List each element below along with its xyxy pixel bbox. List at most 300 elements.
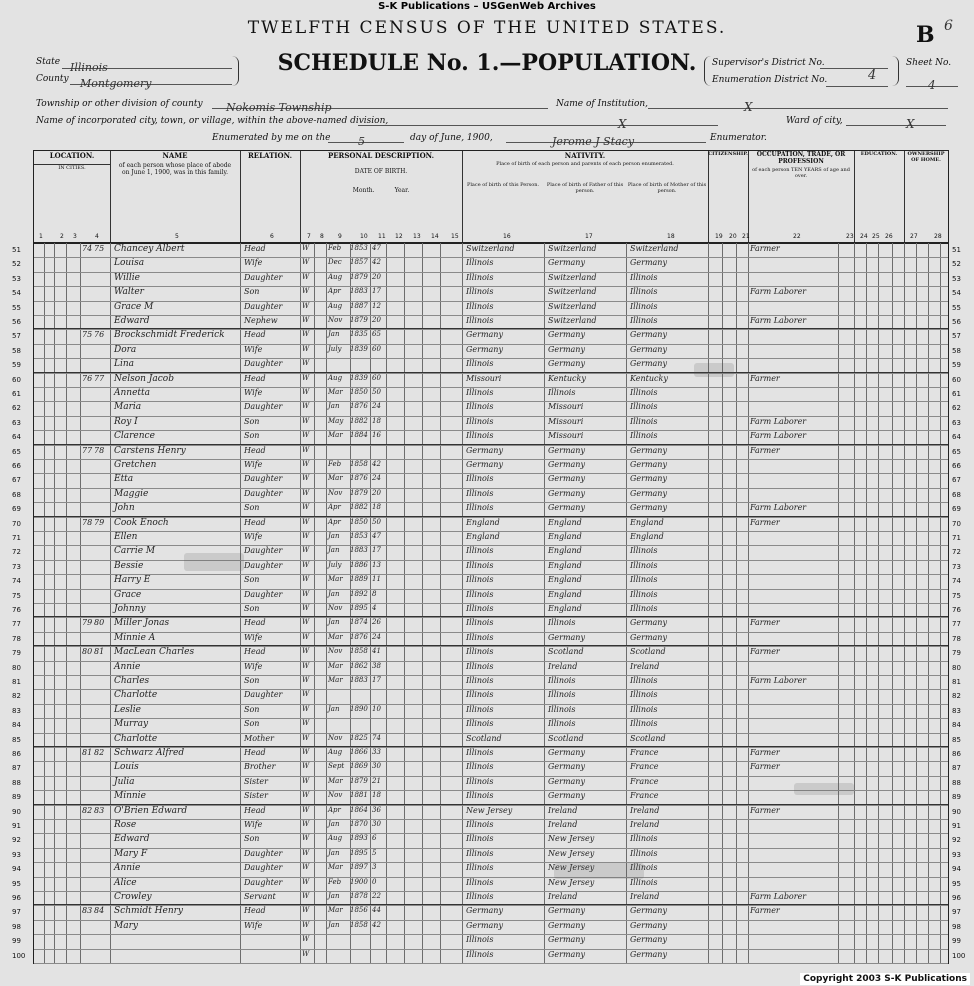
census-grid	[12, 233, 966, 964]
line-number-right: 65	[952, 447, 961, 456]
age-value: 18	[372, 416, 381, 425]
line-number-right: 81	[952, 678, 961, 686]
birth-month: Nov	[328, 316, 343, 324]
line-number-right: 64	[952, 433, 961, 442]
race-value: W	[302, 460, 310, 468]
person-name: Grace	[114, 589, 142, 600]
age-value: 20	[372, 272, 381, 281]
person-name: Carstens Henry	[114, 445, 186, 456]
family-separator	[34, 328, 948, 329]
race-value: W	[302, 503, 310, 512]
column-number: 22	[793, 233, 801, 240]
dwelling-number: 80	[82, 647, 93, 657]
mother-birthplace: Germany	[630, 344, 667, 354]
incorporated-line	[358, 113, 718, 131]
line-number-left: 69	[12, 505, 21, 514]
age-value: 24	[372, 632, 381, 641]
relation-value: Daughter	[244, 877, 283, 887]
age-value: 44	[372, 906, 381, 915]
age-value: 24	[372, 474, 381, 483]
age-value: 42	[372, 920, 381, 929]
column-number: 6	[270, 233, 274, 240]
father-birthplace: Missouri	[548, 402, 584, 412]
family-separator	[34, 904, 948, 905]
father-birthplace: Scotland	[548, 647, 584, 657]
birthplace: Illinois	[466, 834, 494, 844]
occupation-value: Farmer	[750, 647, 780, 657]
right-brace	[704, 56, 711, 86]
line-number-left: 75	[12, 591, 21, 600]
birth-month: Apr	[328, 805, 341, 814]
relation-value: Son	[244, 719, 260, 729]
birth-month: Aug	[328, 748, 343, 756]
column-number: 7	[307, 233, 311, 240]
county-value: Montgomery	[80, 77, 152, 90]
race-value: W	[302, 676, 310, 684]
birth-year: 1895	[350, 604, 368, 612]
occupation-value: Farm Laborer	[750, 503, 807, 513]
birthplace: Illinois	[466, 690, 494, 700]
mother-birthplace: Illinois	[630, 863, 658, 873]
line-number-left: 71	[12, 534, 21, 542]
relation-value: Wife	[244, 388, 263, 397]
line-number-right: 61	[952, 390, 961, 398]
table-row	[34, 819, 948, 834]
relation-value: Daughter	[244, 474, 283, 484]
state-value: Illinois	[70, 61, 108, 74]
line-number-left: 86	[12, 750, 21, 758]
occupation-value: Farm Laborer	[750, 676, 807, 685]
relation-value: Son	[244, 503, 260, 513]
birth-year: 1835	[350, 330, 368, 339]
place-person-label: Place of birth of this Person.	[466, 182, 540, 188]
relation-value: Son	[244, 676, 260, 685]
occupation-value: Farmer	[750, 748, 780, 757]
birthplace: Germany	[466, 920, 503, 930]
occupation-value: Farmer	[750, 373, 780, 383]
relation-value: Son	[244, 834, 260, 844]
relation-value: Wife	[244, 344, 263, 354]
line-number-left: 60	[12, 375, 21, 384]
race-value: W	[302, 431, 310, 440]
birth-year: 1883	[350, 287, 368, 296]
column-number: 20	[729, 233, 737, 240]
person-name: Minnie	[114, 791, 146, 802]
mother-birthplace: Germany	[630, 935, 667, 945]
mother-birthplace: Illinois	[630, 848, 658, 858]
birth-month: Sept	[328, 762, 345, 771]
father-birthplace: New Jersey	[548, 877, 595, 887]
person-name: Mary F	[114, 848, 148, 859]
person-name: Lina	[114, 359, 135, 370]
column-number: 1	[39, 233, 43, 240]
race-value: W	[302, 287, 310, 296]
relation-value: Daughter	[244, 690, 283, 700]
relation-value: Head	[244, 244, 266, 253]
township-line	[212, 96, 548, 114]
relation-value: Son	[244, 416, 260, 426]
scan-smudge	[184, 553, 244, 571]
enumerator-line	[506, 130, 706, 148]
line-number-left: 97	[12, 908, 21, 917]
father-birthplace: Germany	[548, 503, 585, 513]
person-name: Maria	[114, 402, 142, 413]
table-row	[34, 488, 948, 503]
line-number-left: 87	[12, 764, 21, 773]
relation-value: Daughter	[244, 272, 283, 282]
relation-value: Daughter	[244, 863, 283, 873]
race-value: W	[302, 892, 310, 900]
father-birthplace: Illinois	[548, 690, 576, 700]
person-name: Leslie	[114, 704, 142, 715]
line-number-left: 67	[12, 476, 21, 485]
birth-month: Mar	[328, 388, 343, 396]
mother-birthplace: Germany	[630, 445, 667, 455]
person-name: Alice	[114, 877, 137, 888]
line-number-right: 92	[952, 836, 961, 845]
relation-value: Head	[244, 748, 266, 757]
in-cities-label: IN CITIES.	[34, 164, 110, 171]
line-number-right: 96	[952, 894, 961, 902]
dwelling-number: 76	[82, 373, 93, 383]
birth-month: Nov	[328, 488, 343, 497]
father-birthplace: England	[548, 560, 582, 570]
family-separator	[34, 444, 948, 445]
family-number: 81	[94, 647, 105, 657]
father-birthplace: Missouri	[548, 431, 584, 441]
line-number-left: 72	[12, 548, 21, 557]
race-value: W	[302, 474, 310, 483]
line-number-right: 90	[952, 807, 961, 816]
line-number-left: 90	[12, 807, 21, 816]
birthplace: Illinois	[466, 791, 494, 801]
father-birthplace: Germany	[548, 949, 585, 959]
father-birthplace: England	[548, 604, 582, 613]
table-row	[34, 401, 948, 416]
line-number-right: 66	[952, 462, 961, 470]
age-value: 36	[372, 805, 381, 814]
race-value: W	[302, 848, 310, 857]
person-name: Charles	[114, 676, 150, 686]
birthplace: Illinois	[466, 748, 494, 757]
father-birthplace: Germany	[548, 344, 585, 354]
family-separator	[34, 804, 948, 805]
table-row	[34, 848, 948, 863]
birth-month: Jan	[328, 546, 340, 555]
race-value: W	[302, 359, 310, 368]
scan-smudge	[694, 363, 734, 377]
line-number-left: 52	[12, 260, 21, 269]
family-separator	[34, 372, 948, 373]
family-number: 79	[94, 517, 105, 527]
race-value: W	[302, 661, 310, 670]
line-number-right: 88	[952, 778, 961, 787]
mother-birthplace: France	[630, 748, 659, 757]
race-value: W	[302, 301, 310, 310]
birth-year: 1858	[350, 647, 368, 656]
person-name: Schmidt Henry	[114, 906, 184, 917]
father-birthplace: Switzerland	[548, 301, 597, 311]
relation-value: Sister	[244, 776, 268, 786]
birth-year: 1884	[350, 431, 368, 440]
race-value: W	[302, 820, 310, 828]
birth-month: Mar	[328, 661, 343, 670]
father-birthplace: Switzerland	[548, 244, 597, 253]
birthplace: Illinois	[466, 301, 494, 311]
birthplace: Illinois	[466, 676, 494, 685]
table-row	[34, 387, 948, 402]
age-value: 47	[372, 532, 381, 540]
person-name: Annie	[114, 661, 141, 672]
father-birthplace: Scotland	[548, 733, 584, 743]
birth-year: 1883	[350, 676, 368, 684]
birth-month: Mar	[328, 632, 343, 641]
copyright-footer: Copyright 2003 S-K Publications	[800, 973, 970, 985]
race-value: W	[302, 344, 310, 353]
line-number-left: 68	[12, 490, 21, 499]
birth-month: Mar	[328, 776, 343, 785]
father-birthplace: Germany	[548, 748, 585, 757]
line-number-left: 93	[12, 850, 21, 859]
relation-value: Daughter	[244, 301, 283, 311]
race-value: W	[302, 589, 310, 598]
mother-birthplace: Scotland	[630, 733, 666, 743]
table-row	[34, 805, 948, 820]
relation-value: Head	[244, 517, 266, 527]
race-value: W	[302, 373, 310, 382]
birthplace: England	[466, 517, 500, 527]
table-row	[34, 877, 948, 892]
person-name: Edward	[114, 316, 150, 326]
mother-birthplace: Illinois	[630, 402, 658, 412]
institution-value: X	[744, 100, 753, 114]
line-number-left: 89	[12, 793, 21, 802]
person-name: Annie	[114, 863, 141, 874]
line-number-left: 55	[12, 303, 21, 312]
relation-value: Head	[244, 647, 266, 657]
table-row	[34, 560, 948, 575]
race-value: W	[302, 632, 310, 641]
line-number-right: 99	[952, 937, 961, 946]
relation-value: Wife	[244, 920, 263, 930]
father-birthplace: Ireland	[548, 892, 578, 901]
age-value: 26	[372, 618, 381, 627]
birthplace: Illinois	[466, 877, 494, 887]
line-number-right: 53	[952, 274, 961, 283]
enumerated-label: Enumerated by me on the	[212, 133, 331, 143]
age-value: 22	[372, 892, 381, 900]
birthplace: Germany	[466, 445, 503, 455]
age-value: 60	[372, 344, 381, 353]
occupation-note: of each person TEN YEARS of age and over.	[752, 167, 850, 179]
occupation-value: Farmer	[750, 517, 780, 527]
mother-birthplace: Illinois	[630, 416, 658, 426]
birth-year: 1883	[350, 546, 368, 555]
birthplace: Illinois	[466, 316, 494, 325]
age-value: 50	[372, 517, 381, 526]
column-number: 9	[338, 233, 342, 240]
birth-year: 1870	[350, 820, 368, 828]
line-number-left: 59	[12, 361, 21, 370]
birthplace: Illinois	[466, 935, 494, 945]
race-value: W	[302, 877, 310, 886]
dwelling-number: 74	[82, 244, 93, 253]
table-row	[34, 833, 948, 848]
birthplace: England	[466, 532, 500, 541]
father-birthplace: Ireland	[548, 661, 578, 671]
race-value: W	[302, 618, 310, 627]
person-name: Roy I	[114, 416, 138, 427]
relation-value: Wife	[244, 460, 263, 469]
race-value: W	[302, 920, 310, 929]
person-name: Louisa	[114, 258, 145, 269]
table-row	[34, 661, 948, 676]
education-title: EDUCATION.	[860, 151, 898, 157]
mother-birthplace: England	[630, 517, 664, 527]
age-value: 8	[372, 589, 377, 598]
mother-birthplace: Illinois	[630, 676, 658, 685]
person-name: Minnie A	[114, 632, 156, 643]
supervisor-label: Supervisor's District No.	[712, 58, 825, 68]
line-number-right: 97	[952, 908, 961, 917]
dwelling-number: 79	[82, 618, 93, 628]
line-number-left: 51	[12, 246, 21, 254]
birthplace: Illinois	[466, 892, 494, 901]
person-name: Annetta	[114, 388, 151, 398]
race-value: W	[302, 863, 310, 872]
birthplace: Illinois	[466, 776, 494, 786]
year-label: Year.	[394, 187, 410, 194]
occupation-value: Farm Laborer	[750, 316, 807, 325]
ward-line	[846, 113, 946, 131]
day-of-label: day of June, 1900,	[410, 133, 493, 143]
birthplace: Scotland	[466, 733, 502, 743]
age-value: 30	[372, 762, 381, 771]
mother-birthplace: Germany	[630, 330, 667, 340]
person-name: Charlotte	[114, 733, 158, 744]
mother-birthplace: Germany	[630, 258, 667, 268]
township-label: Township or other division of county	[36, 99, 203, 109]
birth-month: Dec	[328, 258, 342, 267]
line-number-left: 94	[12, 865, 21, 874]
birthplace: Illinois	[466, 488, 494, 498]
birth-year: 1857	[350, 258, 368, 267]
race-value: W	[302, 575, 310, 584]
line-number-right: 56	[952, 318, 961, 326]
table-row	[34, 329, 948, 344]
column-number: 28	[934, 233, 942, 240]
birthplace: Missouri	[466, 373, 502, 383]
race-value: W	[302, 949, 310, 958]
birth-year: 1882	[350, 416, 368, 425]
birth-month: Mar	[328, 575, 343, 584]
table-row	[34, 531, 948, 546]
ownership-header	[904, 151, 948, 243]
birth-month: Jan	[328, 892, 340, 900]
mother-birthplace: Ireland	[630, 820, 660, 829]
family-separator	[34, 516, 948, 517]
birth-month: Nov	[328, 733, 343, 742]
person-name: Bessie	[114, 560, 144, 571]
birthplace: Illinois	[466, 589, 494, 599]
table-row	[34, 257, 948, 272]
race-value: W	[302, 517, 310, 526]
line-number-left: 99	[12, 937, 21, 946]
father-birthplace: Germany	[548, 488, 585, 498]
father-birthplace: New Jersey	[548, 848, 595, 858]
name-title: NAME	[162, 151, 188, 160]
age-value: 5	[372, 848, 377, 857]
birth-note: Place of birth of each person and parents of each person enumerated.	[496, 161, 674, 167]
name-note: of each person whose place of abode on June 1, 1900, was in this family.	[118, 162, 232, 176]
occupation-header	[748, 151, 855, 243]
age-value: 42	[372, 460, 381, 468]
relation-value: Wife	[244, 820, 263, 829]
enumerator-label: Enumerator.	[710, 133, 767, 143]
birth-year: 1882	[350, 503, 368, 512]
line-number-left: 95	[12, 879, 21, 888]
father-birthplace: Germany	[548, 935, 585, 945]
race-value: W	[302, 604, 310, 612]
relation-value: Son	[244, 431, 260, 441]
person-name: Carrie M	[114, 546, 156, 557]
mother-birthplace: Illinois	[630, 388, 658, 397]
line-number-right: 58	[952, 346, 961, 355]
race-value: W	[302, 834, 310, 843]
race-value: W	[302, 748, 310, 756]
race-value: W	[302, 690, 310, 699]
line-number-left: 65	[12, 447, 21, 456]
table-row	[34, 949, 948, 964]
line-number-right: 94	[952, 865, 961, 874]
birth-year: 1879	[350, 776, 368, 785]
line-number-right: 100	[952, 951, 966, 960]
relation-value: Son	[244, 704, 260, 714]
race-value: W	[302, 546, 310, 555]
race-value: W	[302, 330, 310, 339]
mother-birthplace: Germany	[630, 949, 667, 959]
person-name: Charlotte	[114, 690, 158, 701]
father-birthplace: Germany	[548, 258, 585, 268]
column-number: 17	[585, 233, 593, 240]
column-number: 12	[395, 233, 403, 240]
race-value: W	[302, 791, 310, 800]
age-value: 17	[372, 676, 381, 684]
line-number-right: 60	[952, 375, 961, 384]
birth-year: 1839	[350, 373, 368, 382]
relation-value: Son	[244, 575, 260, 585]
birth-year: 1853	[350, 244, 368, 252]
birth-month: Aug	[328, 834, 343, 843]
birth-month: Apr	[328, 517, 341, 526]
birth-year: 1864	[350, 805, 368, 814]
table-row	[34, 517, 948, 532]
column-number: 21	[742, 233, 750, 240]
birthplace: Illinois	[466, 287, 494, 297]
relation-header	[240, 151, 301, 243]
person-name: Miller Jonas	[114, 618, 170, 629]
line-number-right: 93	[952, 850, 961, 859]
birth-year: 1850	[350, 388, 368, 396]
line-number-left: 61	[12, 390, 21, 398]
birth-year: 1839	[350, 344, 368, 353]
birth-month: Aug	[328, 373, 343, 382]
line-number-right: 84	[952, 721, 961, 730]
age-value: 20	[372, 488, 381, 497]
occupation-value: Farm Laborer	[750, 416, 807, 426]
table-row	[34, 574, 948, 589]
family-number: 75	[94, 244, 105, 253]
